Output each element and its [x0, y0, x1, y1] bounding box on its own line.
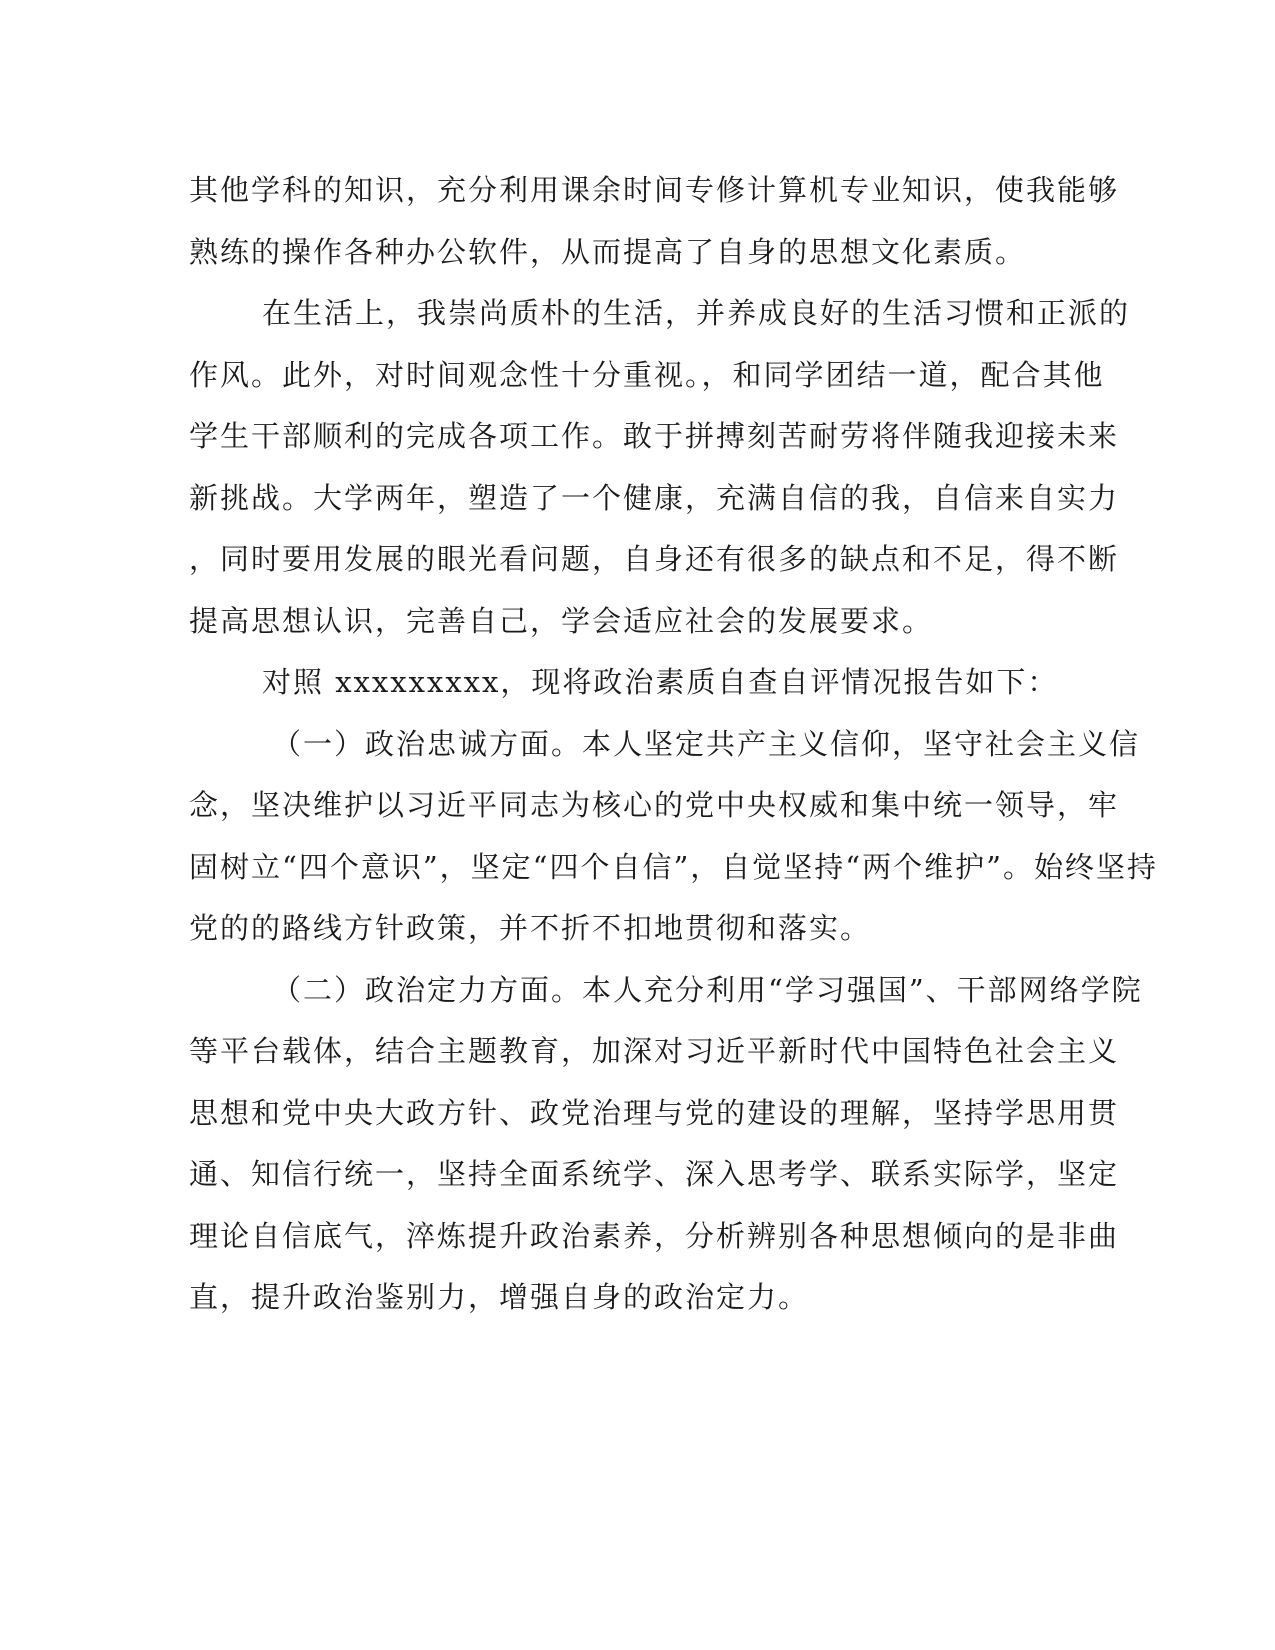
text-line: （二）政治定力方面。本人充分利用“学习强国”、干部网络学院: [272, 972, 1143, 1007]
text-line: 直，提升政治鉴别力，增强自身的政治定力。: [189, 1280, 810, 1314]
text-line: 在生活上，我崇尚质朴的生活，并养成良好的生活习惯和正派的: [262, 296, 1131, 330]
text-line: 理论自信底气，淬炼提升政治素养，分析辨别各种思想倾向的是非曲: [189, 1218, 1120, 1253]
text-line: 思想和党中央大政方针、政党治理与党的建设的理解，坚持学思用贯: [189, 1095, 1120, 1130]
text-line: 通、知信行统一，坚持全面系统学、深入思考学、联系实际学，坚定: [189, 1157, 1120, 1191]
text-line: 学生干部顺利的完成各项工作。敢于拼搏刻苦耐劳将伴随我迎接未来: [189, 419, 1120, 453]
text-line: 新挑战。大学两年，塑造了一个健康，充满自信的我，自信来自实力: [189, 480, 1120, 515]
text-line: 念，坚决维护以习近平同志为核心的党中央权威和集中统一领导，牢: [189, 788, 1120, 822]
text-line: 熟练的操作各种办公软件，从而提高了自身的思想文化素质。: [189, 234, 1027, 269]
text-line: 党的的路线方针政策，并不折不扣地贯彻和落实。: [189, 911, 872, 945]
document-body: [189, 160, 1158, 1329]
text-line: ，同时要用发展的眼光看问题，自身还有很多的缺点和不足，得不断: [189, 542, 1120, 576]
text-line: （一）政治忠诚方面。本人坚定共产主义信仰，坚守社会主义信: [272, 726, 1141, 761]
text-line: 固树立“四个意识”，坚定“四个自信”，自觉坚持“两个维护”。始终坚持: [189, 849, 1158, 884]
text-line: 其他学科的知识，充分利用课余时间专修计算机专业知识，使我能够: [189, 173, 1120, 207]
text-line: 作风。此外，对时间观念性十分重视。，和同学团结一道，配合其他: [189, 357, 1105, 392]
text-line: 对照 xxxxxxxxx，现将政治素质自查自评情况报告如下：: [262, 665, 1059, 699]
text-line: 等平台载体，结合主题教育，加深对习近平新时代中国特色社会主义: [189, 1034, 1120, 1068]
text-line: 提高思想认识，完善自己，学会适应社会的发展要求。: [189, 603, 934, 638]
